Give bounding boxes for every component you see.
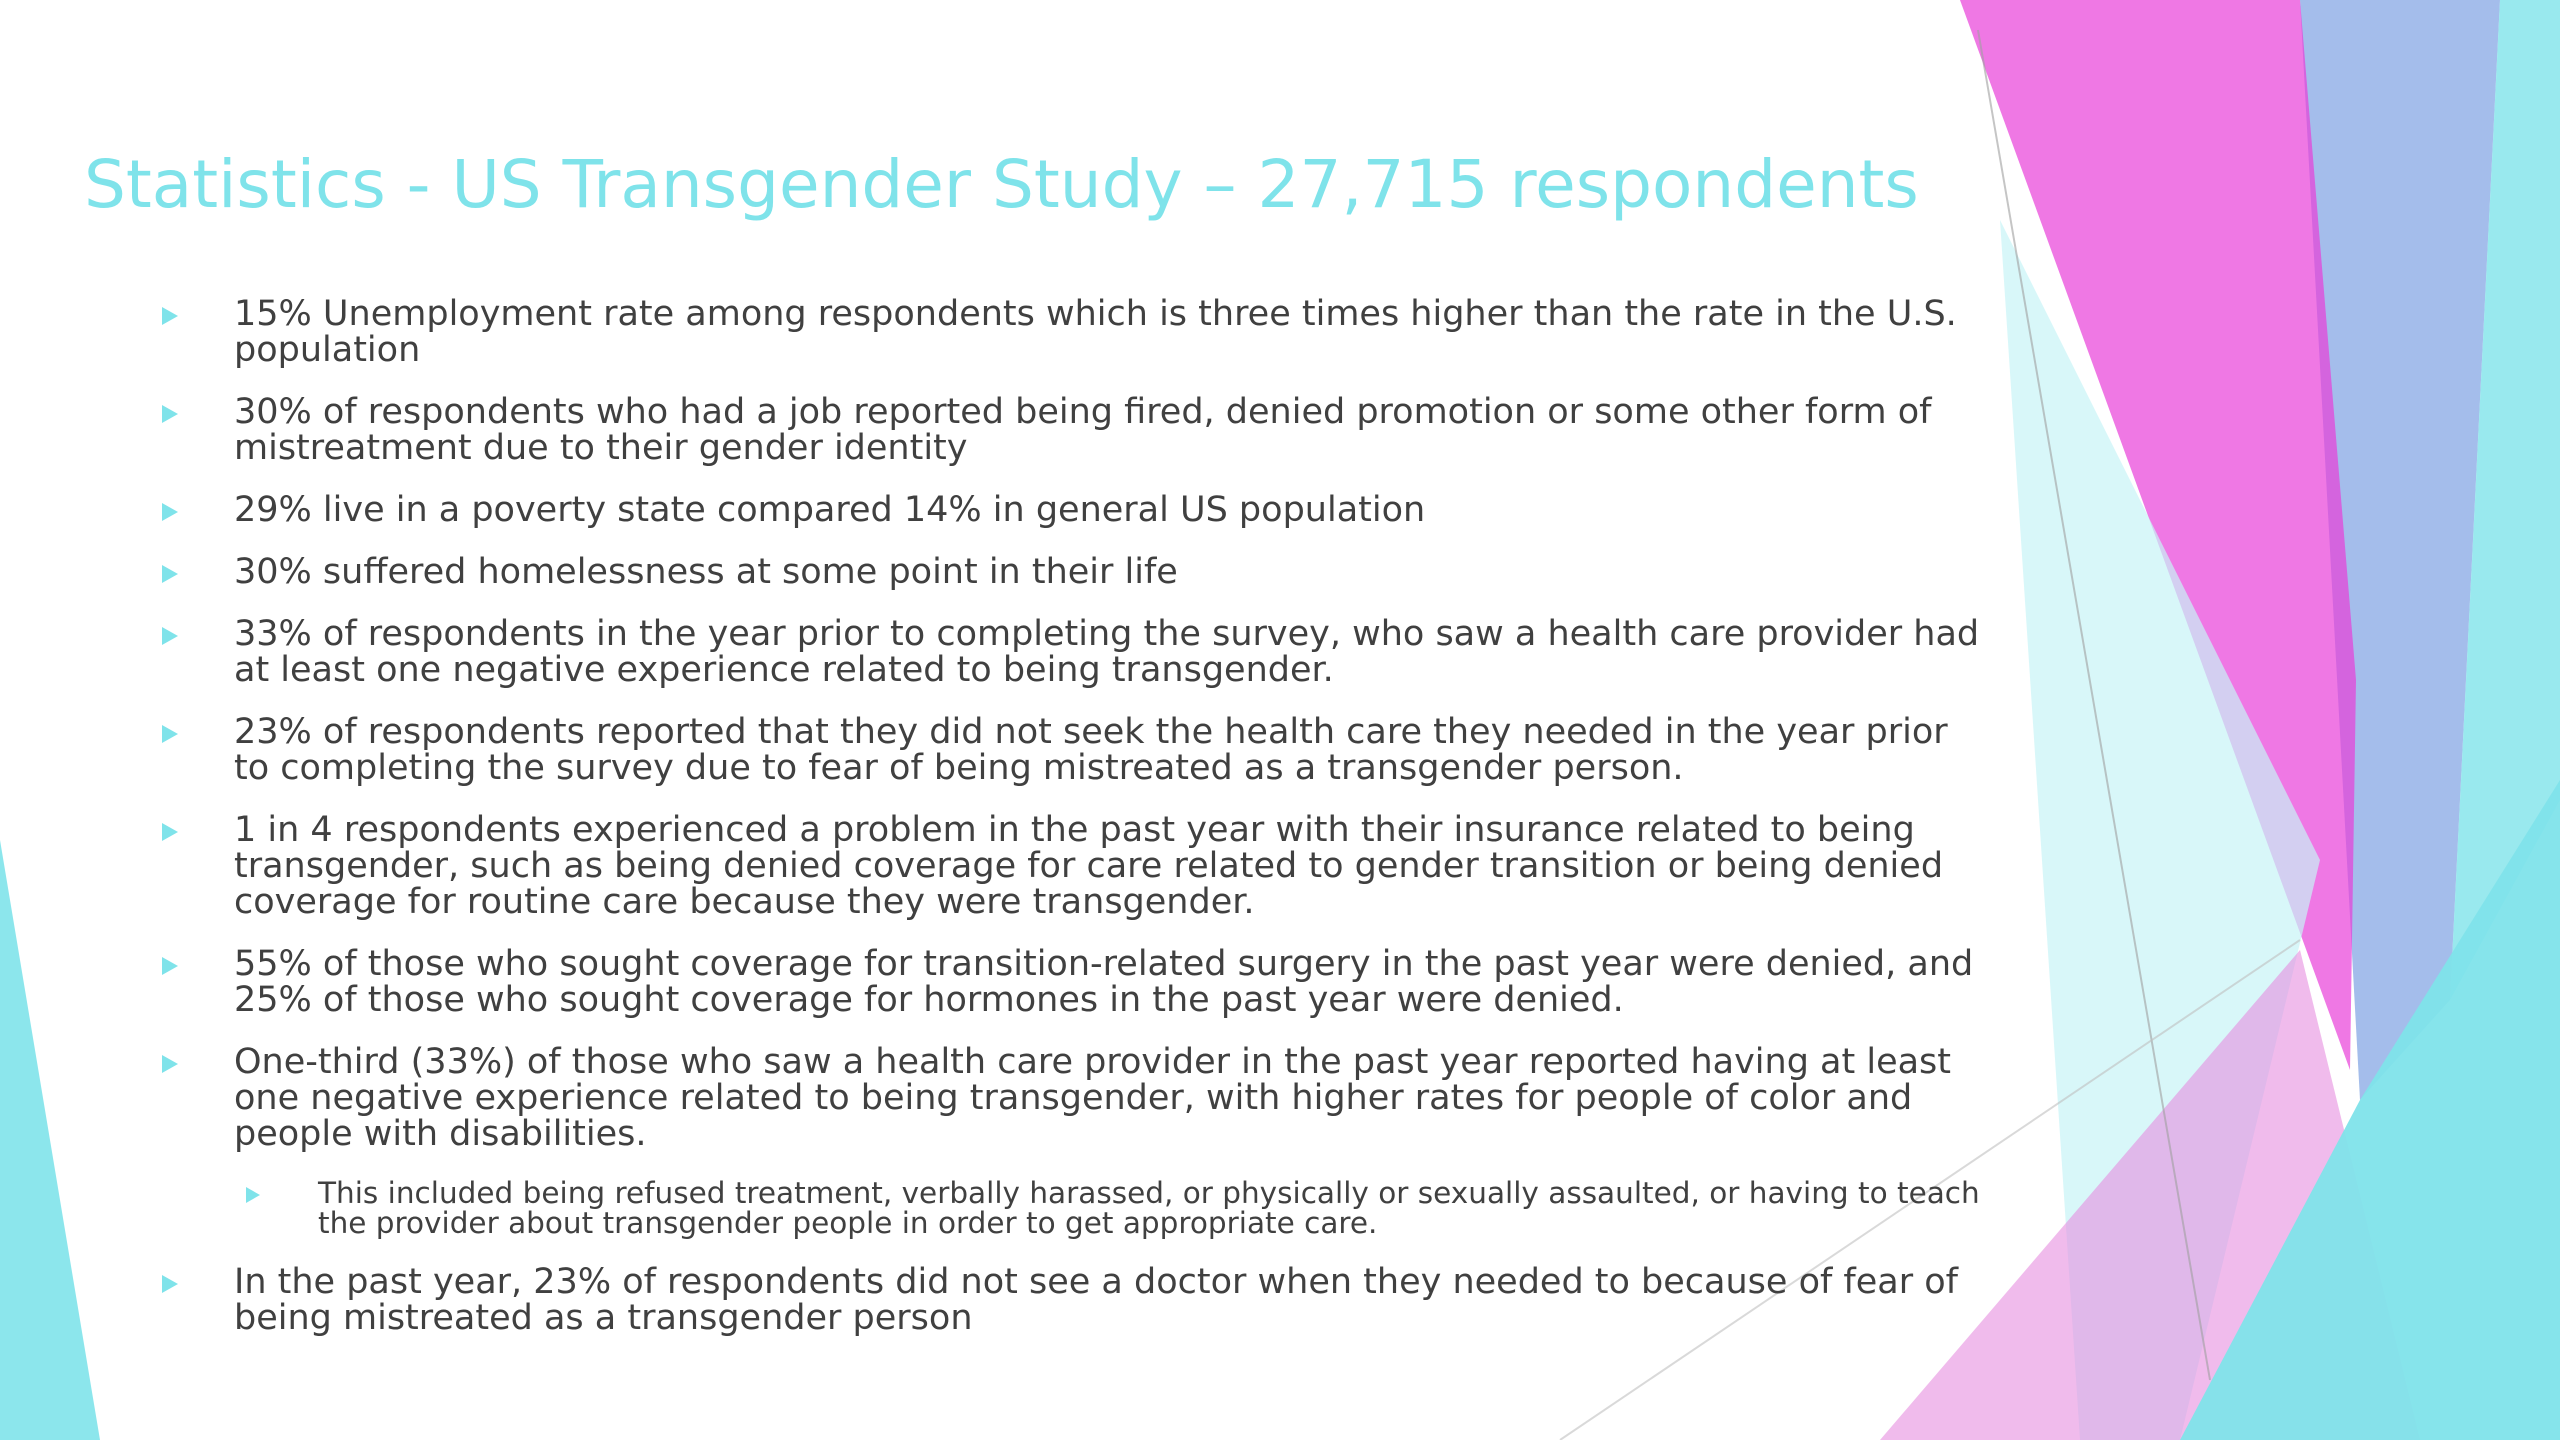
bullet-item: [160, 1264, 1990, 1336]
bullet-arrow-icon: [162, 565, 178, 583]
bullet-text: One-third (33%) of those who saw a health care provider in the past year reported having at least one negative experience related to being transgender, with higher rates for people of color and people with disabilities.: [234, 1042, 1952, 1154]
slide-title: Statistics - US Transgender Study – 27,715 respondents: [84, 146, 1919, 223]
bullet-arrow-icon: [162, 503, 178, 521]
bullet-text: 1 in 4 respondents experienced a problem in the past year with their insurance related to being transgender, such as being denied coverage for care related to gender transition or being denied coverage for routine care because they were transgender.: [234, 810, 1944, 922]
bullet-arrow-icon: [162, 725, 178, 743]
bullet-text: 29% live in a poverty state compared 14% in general US population: [234, 490, 1426, 530]
bullet-arrow-icon: [162, 307, 178, 325]
bullet-item: [160, 492, 1990, 528]
bullet-item: [160, 616, 1990, 688]
bullet-text: 23% of respondents reported that they did not seek the health care they needed in the year prior to completing the survey due to fear of being mistreated as a transgender person.: [234, 712, 1948, 788]
bullet-item: [160, 554, 1990, 590]
left-cyan-shape: [0, 840, 100, 1440]
sub-bullet-item: [244, 1178, 1990, 1238]
bullet-item: [160, 946, 1990, 1018]
bullet-arrow-icon: [162, 957, 178, 975]
bullet-text: 33% of respondents in the year prior to completing the survey, who saw a health care provider had at least one negative experience related to being transgender.: [234, 614, 1980, 690]
bullet-text: 15% Unemployment rate among respondents which is three times higher than the rate in the U.S. population: [234, 294, 1957, 370]
bullet-item: [160, 714, 1990, 786]
bullet-arrow-icon: [162, 405, 178, 423]
bullet-arrow-icon: [162, 1055, 178, 1073]
bullet-arrow-icon: [162, 1275, 178, 1293]
bullet-arrow-icon: [162, 627, 178, 645]
bullet-text: 55% of those who sought coverage for transition-related surgery in the past year were denied, and 25% of those who sought coverage for hormones in the past year were denied.: [234, 944, 1974, 1020]
bullet-list: [160, 296, 1990, 1362]
bullet-item: [160, 812, 1990, 920]
bullet-item: [160, 296, 1990, 368]
bullet-arrow-icon: [246, 1187, 260, 1203]
bullet-text: In the past year, 23% of respondents did not see a doctor when they needed to because of fear of being mistreated as a transgender person: [234, 1262, 1958, 1338]
bullet-item: [160, 394, 1990, 466]
bullet-text: 30% of respondents who had a job reported being fired, denied promotion or some other form of mistreatment due to their gender identity: [234, 392, 1932, 468]
bullet-arrow-icon: [162, 823, 178, 841]
bullet-item: [160, 1044, 1990, 1152]
bullet-text: 30% suffered homelessness at some point in their life: [234, 552, 1178, 592]
sub-bullet-text: This included being refused treatment, verbally harassed, or physically or sexually assaulted, or having to teach the provider about transgender people in order to get appropriate care.: [318, 1176, 1980, 1240]
